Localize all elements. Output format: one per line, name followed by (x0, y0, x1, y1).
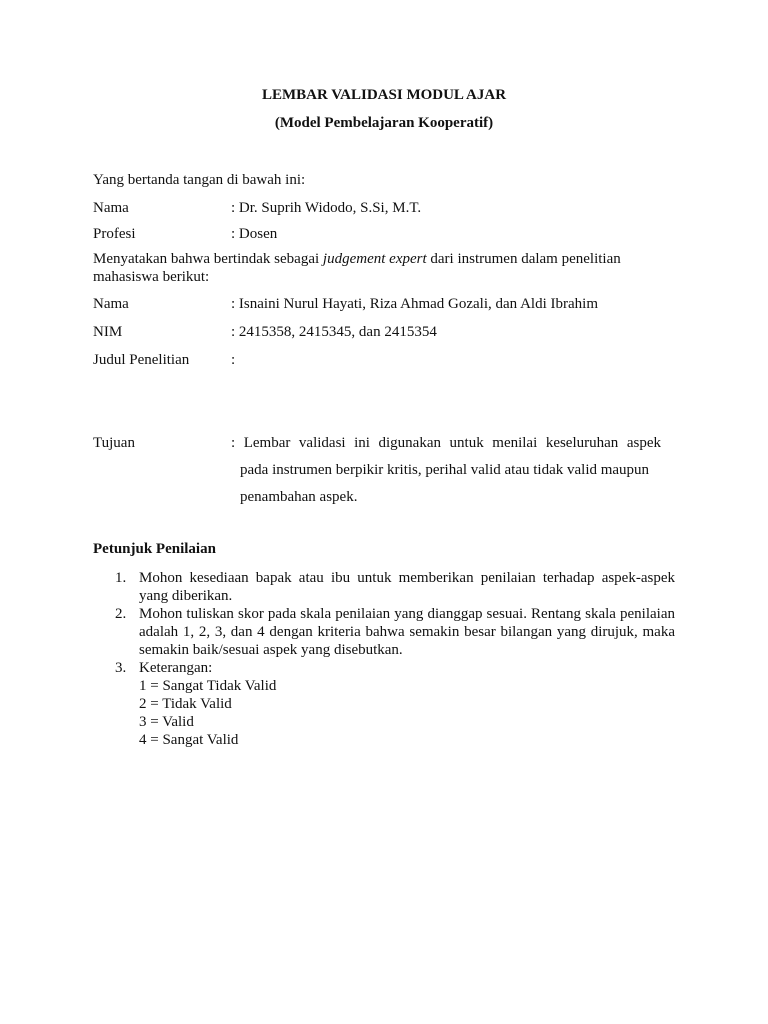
instruction-item (93, 605, 675, 659)
instruction-item (93, 569, 675, 605)
student-nim-label: NIM (93, 324, 123, 340)
statement-italic-term: judgement expert (322, 251, 427, 267)
student-name-value: : Isnaini Nurul Hayati, Riza Ahmad Gozali, dan Aldi Ibrahim (231, 296, 599, 312)
purpose-label: Tujuan (93, 435, 135, 451)
scale-item: 4 = Sangat Valid (139, 732, 239, 748)
document-subtitle: (Model Pembelajaran Kooperatif) (274, 115, 494, 131)
purpose-line-2: pada instrumen berpikir kritis, perihal valid atau tidak valid maupun (240, 462, 650, 478)
signer-profession-value: : Dosen (231, 226, 278, 242)
statement-text-after: dari instrumen dalam penelitian mahasiswa berikut: (93, 251, 621, 285)
scale-item: 1 = Sangat Tidak Valid (139, 678, 277, 694)
instruction-number: 3. (115, 660, 127, 676)
purpose-line-1: : Lembar validasi ini digunakan untuk menilai keseluruhan aspek (231, 435, 661, 451)
student-name-label: Nama (93, 296, 129, 312)
research-title-value: : (231, 352, 236, 368)
statement-text-before: Menyatakan bahwa bertindak sebagai (93, 251, 323, 267)
statement-paragraph (93, 250, 675, 286)
instructions-list (93, 569, 675, 749)
signer-intro: Yang bertanda tangan di bawah ini: (93, 172, 306, 188)
instruction-number: 1. (115, 570, 127, 586)
scale-item: 3 = Valid (139, 714, 194, 730)
scale-item: 2 = Tidak Valid (139, 696, 232, 712)
research-title-label: Judul Penelitian (93, 352, 190, 368)
document-title: LEMBAR VALIDASI MODUL AJAR (261, 87, 507, 103)
signer-name-value: : Dr. Suprih Widodo, S.Si, M.T. (231, 200, 422, 216)
instruction-text: Mohon kesediaan bapak atau ibu untuk memberikan penilaian terhadap aspek-aspek yang diberikan. (139, 570, 675, 604)
instructions-heading: Petunjuk Penilaian (93, 541, 216, 557)
student-nim-value: : 2415358, 2415345, dan 2415354 (231, 324, 437, 340)
instruction-text: Keterangan: (139, 660, 213, 676)
instruction-item (93, 659, 675, 749)
purpose-line-3: penambahan aspek. (240, 489, 358, 505)
signer-profession-label: Profesi (93, 226, 136, 242)
instruction-text: Mohon tuliskan skor pada skala penilaian yang dianggap sesuai. Rentang skala penilaian adalah 1, 2, 3, dan 4 dengan kriteria bahwa semakin besar bilangan yang dirujuk, maka semakin baik/sesuai aspek yang disebutkan. (139, 606, 675, 658)
signer-name-label: Nama (93, 200, 129, 216)
instruction-number: 2. (115, 606, 127, 622)
